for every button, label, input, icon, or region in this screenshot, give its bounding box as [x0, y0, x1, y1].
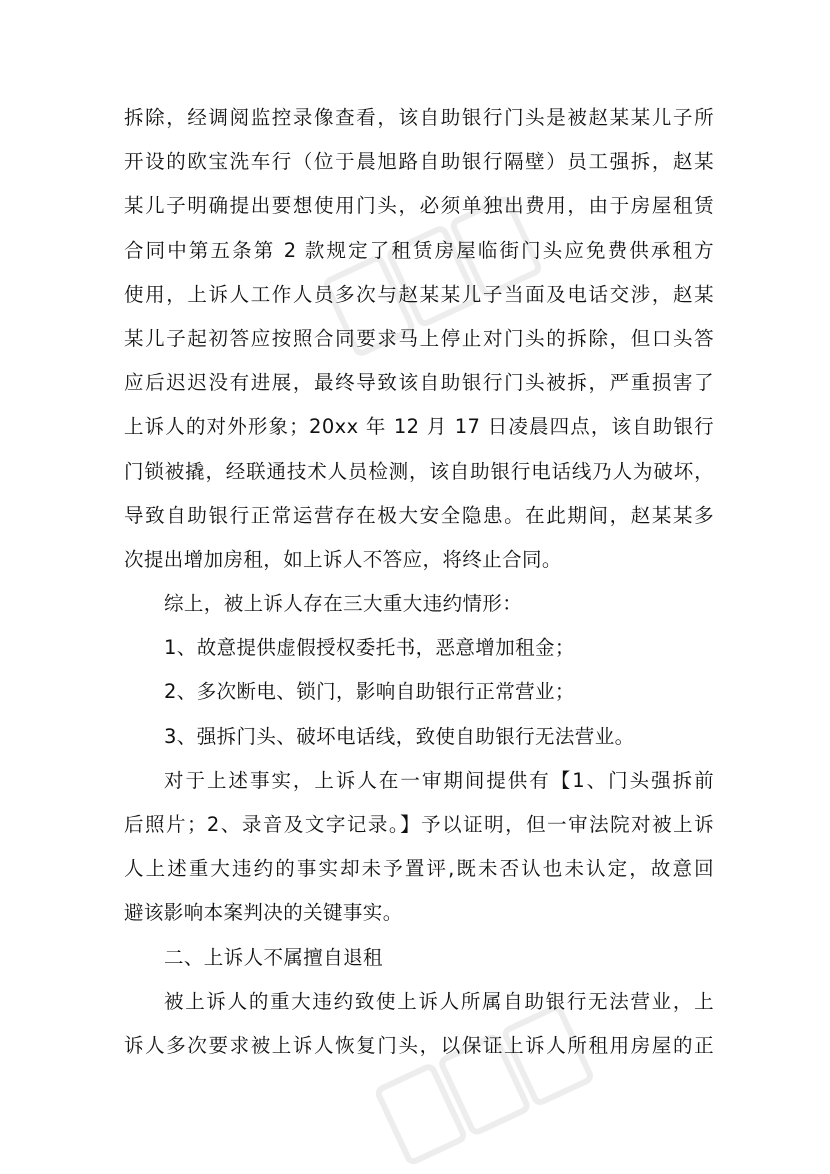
text-line: 开设的欧宝洗车行（位于晨旭路自助银行隔壁）员工强拆，赵某	[124, 150, 714, 174]
text-line: 上诉人的对外形象；20xx 年 12 月 17 日凌晨四点，该自助银行	[124, 415, 714, 439]
text-line: 被上诉人的重大违约致使上诉人所属自助银行无法营业，上	[164, 989, 714, 1013]
text-line: 某儿子明确提出要想使用门头，必须单独出费用，由于房屋租赁	[124, 194, 714, 218]
text-line: 拆除，经调阅监控录像查看，该自助银行门头是被赵某某儿子所	[124, 106, 714, 129]
text-line: 某儿子起初答应按照合同要求马上停止对门头的拆除，但口头答	[124, 326, 714, 350]
text-line: 对于上述事实，上诉人在一审期间提供有【1、门头强拆前	[164, 768, 714, 792]
text-line: 人上述重大违约的事实却未予置评,既未否认也未认定，故意回	[124, 857, 714, 881]
text-line: 导致自助银行正常运营存在极大安全隐患。在此期间，赵某某多	[124, 503, 714, 527]
text-line: 合同中第五条第 2 款规定了租赁房屋临街门头应免费供承租方	[124, 238, 714, 262]
text-line: 使用，上诉人工作人员多次与赵某某儿子当面及电话交涉，赵某	[124, 282, 714, 306]
text-line: 综上，被上诉人存在三大重大违约情形：	[164, 592, 523, 616]
text-line: 门锁被撬，经联通技术人员检测，该自助银行电话线乃人为破坏，	[124, 459, 714, 483]
text-line: 应后迟迟没有进展，最终导致该自助银行门头被拆，严重损害了	[124, 371, 714, 395]
text-line: 次提出增加房租，如上诉人不答应，将终止合同。	[124, 547, 562, 571]
text-line: 避该影响本案判决的关键事实。	[124, 901, 403, 925]
text-line: 二、上诉人不属擅自退租	[164, 945, 383, 969]
document-body	[124, 96, 714, 1068]
text-line: 后照片；2、录音及文字记录。】予以证明，但一审法院对被上诉	[124, 813, 714, 836]
text-line: 1、故意提供虚假授权委托书，恶意增加租金；	[164, 636, 575, 660]
text-line: 2、多次断电、锁门，影响自助银行正常营业；	[164, 680, 575, 704]
text-line: 诉人多次要求被上诉人恢复门头，以保证上诉人所租用房屋的正	[124, 1033, 714, 1057]
text-line: 3、强拆门头、破坏电话线，致使自助银行无法营业。	[164, 724, 635, 748]
